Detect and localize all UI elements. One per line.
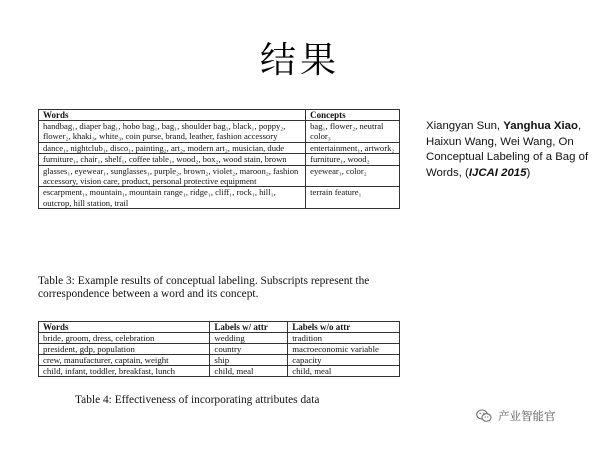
- table-row: [39, 142, 400, 153]
- table-row: [39, 121, 400, 143]
- citation-author-highlight: Yanghua Xiao: [503, 120, 578, 132]
- table-cell-words: glasses₁, eyewear₁, sunglasses₁, purple₂, brown₂, violet₂, maroon₂, fashion accessory, vision care, product, personal protective equipment: [39, 165, 306, 187]
- table-cell-labels-with-attr: ship: [210, 355, 288, 366]
- table-cell-words: president, gdp, population: [39, 344, 210, 355]
- table-cell-words: furniture₁, chair₁, shelf₁, coffee table₁, wood₂, box₂, wood stain, brown: [39, 154, 306, 165]
- watermark: [476, 408, 556, 424]
- table-4-header-labels-with-attr: Labels w/ attr: [210, 322, 288, 333]
- citation-authors-pre: Xiangyan Sun,: [426, 120, 504, 132]
- table-cell-labels-without-attr: capacity: [288, 355, 400, 366]
- table-cell-concepts: bag₁, flower₂, neutral color₃: [306, 121, 400, 143]
- table-3-header-concepts: Concepts: [306, 110, 400, 121]
- table-3: [38, 109, 400, 209]
- table-cell-labels-without-attr: macroeconomic variable: [288, 344, 400, 355]
- wechat-icon: [476, 409, 492, 423]
- table-4: [38, 321, 400, 377]
- table-cell-words: dance₁, nightclub₁, disco₁, painting₂, art₂, modern art₂, musician, dude: [39, 142, 306, 153]
- table-row: [39, 355, 400, 366]
- citation-venue: IJCAI 2015: [468, 166, 527, 179]
- table-cell-words: escarpment₁, mountain₁, mountain range₁, ridge₁, cliff₁, rock₁, hill₁, outcrop, hill station, trail: [39, 187, 306, 209]
- table-3-header-words: Words: [39, 110, 306, 121]
- table-4-caption: Table 4: Effectiveness of incorporating attributes data: [75, 394, 320, 406]
- table-cell-words: handbag₁, diaper bag₁, hobo bag₁, bag₁, shoulder bag₁, black₁, poppy₂, flower₂, khaki₃, white₃, coin purse, brand, leather, fashion accessory: [39, 121, 306, 143]
- table-cell-labels-without-attr: tradition: [288, 333, 400, 344]
- table-cell-words: child, infant, toddler, breakfast, lunch: [39, 366, 210, 377]
- table-cell-concepts: eyewear₁, color₂: [306, 165, 400, 187]
- table-row: [39, 344, 400, 355]
- table-cell-labels-with-attr: wedding: [210, 333, 288, 344]
- table-row: [39, 187, 400, 209]
- slide-title: 结果: [259, 40, 340, 81]
- table-cell-concepts: terrain feature₁: [306, 187, 400, 209]
- table-3-header-row: [39, 110, 400, 121]
- table-cell-concepts: entertainment₁, artwork₂: [306, 142, 400, 153]
- table-cell-words: bride, groom, dress, celebration: [39, 333, 210, 344]
- table-row: [39, 333, 400, 344]
- table-cell-concepts: furniture₁, wood₂: [306, 154, 400, 165]
- table-4-header-row: [39, 322, 400, 333]
- citation-authors-post: , Haixun Wang, Wei Wang, On Conceptual Labeling of a Bag of Words, (: [426, 120, 589, 179]
- table-3-caption: Table 3: Example results of conceptual labeling. Subscripts represent the correspondence between a word and its concept.: [38, 275, 370, 300]
- table-4-header-labels-without-attr: Labels w/o attr: [288, 322, 400, 333]
- table-row: [39, 154, 400, 165]
- table-cell-labels-with-attr: child, meal: [210, 366, 288, 377]
- table-cell-labels-without-attr: child, meal: [288, 366, 400, 377]
- table-cell-labels-with-attr: country: [210, 344, 288, 355]
- citation: [426, 119, 596, 181]
- citation-close: ): [526, 166, 531, 179]
- watermark-text: 产业智能官: [498, 409, 556, 423]
- table-cell-words: crew, manufacturer, captain, weight: [39, 355, 210, 366]
- table-row: [39, 366, 400, 377]
- table-row: [39, 165, 400, 187]
- table-4-header-words: Words: [39, 322, 210, 333]
